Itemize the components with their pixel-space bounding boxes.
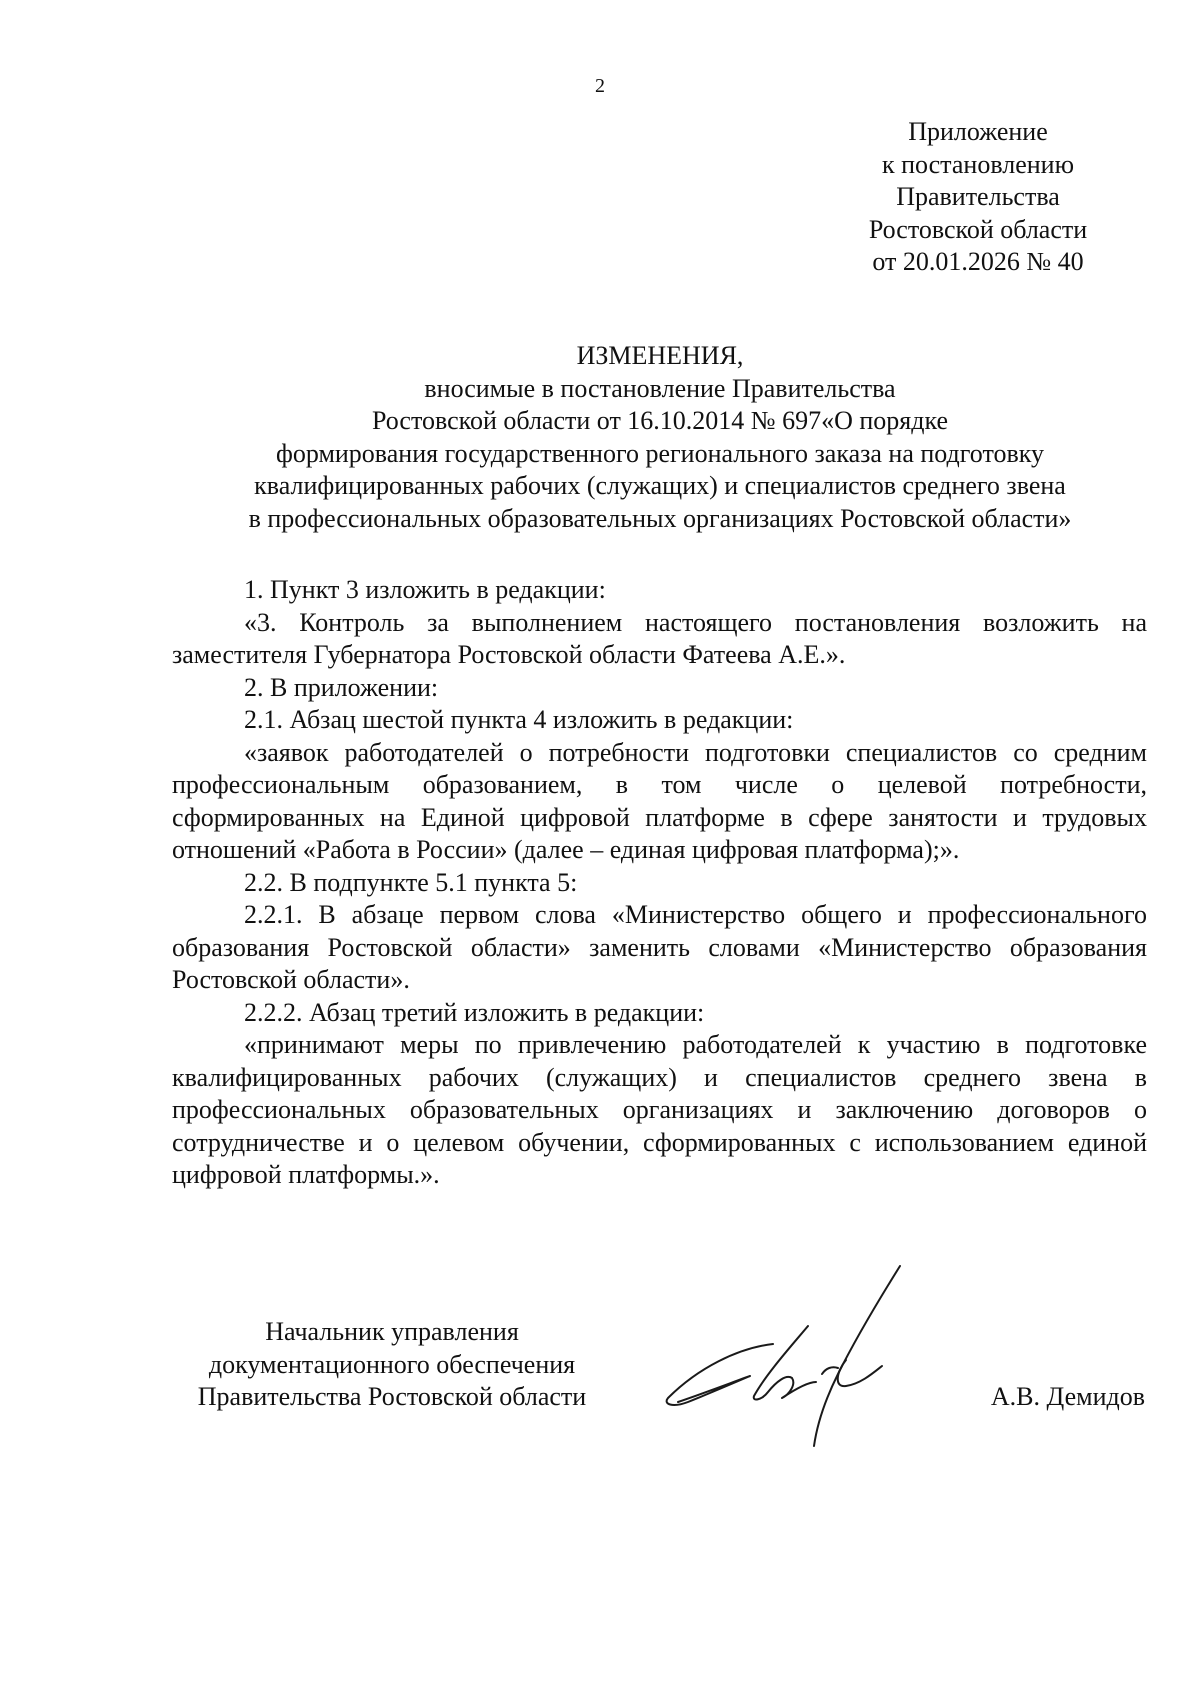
paragraph: «3. Контроль за выполнением настоящего постановления возложить на заместителя Губернатора Ростовской области Фатеева А.Е.». bbox=[172, 607, 1147, 669]
signatory-position-line: документационного обеспечения bbox=[208, 1349, 576, 1379]
paragraph: 2.1. Абзац шестой пункта 4 изложить в редакции: bbox=[244, 705, 794, 734]
paragraph: «принимают меры по привлечению работодателей к участию в подготовке квалифицированных рабочих (служащих) и специалистов среднего звена в профессиональных образовательных организациях и заключению договоров о сотрудничестве и о целевом обучении, сформированных с использованием единой цифровой платформы.». bbox=[172, 1030, 1147, 1189]
title-heading: ИЗМЕНЕНИЯ, bbox=[576, 341, 744, 370]
signatory-name: А.В. Демидов bbox=[990, 1382, 1145, 1411]
paragraph: 2.2. В подпункте 5.1 пункта 5: bbox=[244, 867, 578, 897]
signatory-position-line: Правительства Ростовской области bbox=[197, 1382, 587, 1411]
handwritten-signature bbox=[658, 1256, 908, 1456]
title-line: квалифицированных рабочих (служащих) и специалистов среднего звена bbox=[254, 471, 1066, 500]
paragraph: 2.2.2. Абзац третий изложить в редакции: bbox=[244, 997, 705, 1027]
signatory-position bbox=[172, 1316, 612, 1414]
appendix-line: Правительства bbox=[896, 182, 1060, 211]
appendix-line: к постановлению bbox=[881, 149, 1075, 179]
appendix-block bbox=[808, 116, 1148, 279]
signature-block bbox=[172, 1316, 1147, 1456]
appendix-line: Ростовской области bbox=[868, 214, 1088, 244]
document-title bbox=[170, 340, 1150, 535]
appendix-line: Приложение bbox=[908, 117, 1048, 146]
appendix-date-line: от 20.01.2026 № 40 bbox=[872, 247, 1084, 276]
paragraph: «заявок работодателей о потребности подготовки специалистов со средним профессиональным образованием, в том числе о целевой потребности, сформированных на Единой цифровой платформе в сфере занятости и трудовых отношений «Работа в России» (далее – единая цифровая платформа);». bbox=[172, 737, 1147, 864]
title-line: в профессиональных образовательных организациях Ростовской области» bbox=[248, 503, 1072, 533]
paragraph: 2. В приложении: bbox=[244, 672, 439, 702]
title-line: формирования государственного регионального заказа на подготовку bbox=[275, 438, 1045, 468]
paragraph: 1. Пункт 3 изложить в редакции: bbox=[244, 575, 606, 604]
signatory-position-line: Начальник управления bbox=[265, 1317, 519, 1346]
page-number: 2 bbox=[595, 75, 605, 97]
document-body bbox=[172, 574, 1147, 1192]
title-line: Ростовской области от 16.10.2014 № 697«О порядке bbox=[371, 406, 949, 435]
title-line: вносимые в постановление Правительства bbox=[424, 373, 896, 403]
paragraph: 2.2.1. В абзаце первом слова «Министерство общего и профессионального образования Ростовской области» заменить словами «Министерство образования Ростовской области». bbox=[172, 900, 1147, 994]
